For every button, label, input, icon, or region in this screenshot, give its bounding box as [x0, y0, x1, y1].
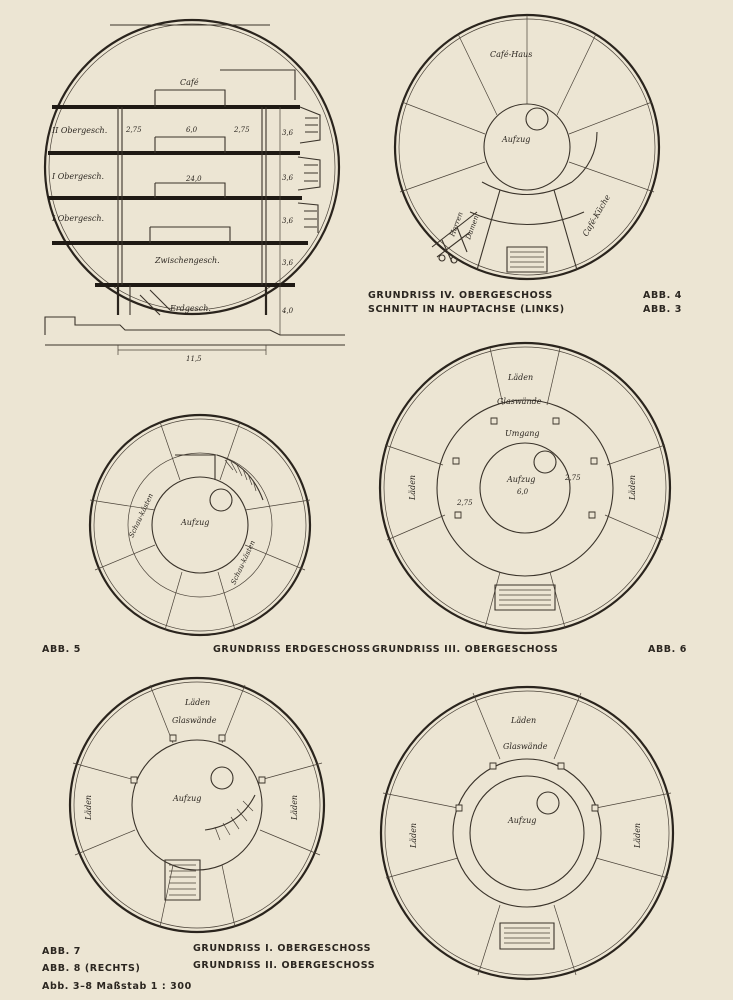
section-floor-label: Zwischengesch.: [155, 256, 220, 265]
plan-iii-label: 2,75: [457, 499, 473, 507]
plan-erd-label: Schau-kästen: [229, 539, 257, 586]
plan-iii-label: Läden: [628, 474, 637, 500]
plan-iii-obergeschoss: [375, 340, 675, 635]
section-dim: 3,6: [282, 259, 294, 267]
section-dim: 3,6: [282, 174, 294, 182]
caption-grundriss-iii: GRUNDRISS III. OBERGESCHOSS: [372, 644, 559, 655]
plan-erd-label: Aufzug: [181, 518, 210, 527]
plan-iv-obergeschoss: [382, 12, 672, 282]
caption-scale: Abb. 3–8 Maßstab 1 : 300: [42, 981, 192, 992]
plan-i-label: Läden: [185, 698, 211, 707]
plan-iii-label: 6,0: [517, 488, 529, 496]
plan-erdgeschoss: [85, 410, 315, 640]
plan-i-label: Läden: [84, 794, 93, 820]
section-cafe-label: Café: [180, 78, 199, 87]
plan-iv-label: Café-Küche: [580, 193, 613, 238]
section-drawing: [40, 15, 350, 363]
section-dim: 4,0: [282, 307, 294, 315]
plan-iv-label: Herren: [448, 210, 465, 238]
section-dim: 24,0: [186, 175, 202, 183]
section-floor-label: I Obergesch.: [52, 214, 105, 223]
caption-abb5: ABB. 5: [42, 644, 81, 655]
section-floor-label: Erdgesch.: [170, 304, 211, 313]
caption-grundriss-i: GRUNDRISS I. OBERGESCHOSS: [193, 943, 372, 954]
plan-i-label: Glaswände: [172, 716, 217, 725]
plan-ii-label: Läden: [633, 822, 642, 848]
caption-grundriss-erd: GRUNDRISS ERDGESCHOSS: [213, 644, 371, 655]
plan-iii-label: Glaswände: [497, 397, 542, 406]
plan-ii-label: Glaswände: [503, 742, 548, 751]
plan-iv-label: Damen: [464, 214, 481, 241]
plan-i-obergeschoss: [65, 675, 330, 935]
caption-grundriss-ii: GRUNDRISS II. OBERGESCHOSS: [193, 960, 376, 971]
section-dim: 11,5: [186, 355, 202, 363]
section-floor-label: I Obergesch.: [52, 172, 105, 181]
caption-abb3: ABB. 3: [643, 304, 682, 315]
plan-i-label: Aufzug: [173, 794, 202, 803]
plan-iii-label: 2,75: [565, 474, 581, 482]
caption-abb8: ABB. 8 (RECHTS): [42, 963, 141, 974]
caption-schnitt: SCHNITT IN HAUPTACHSE (LINKS): [368, 304, 565, 315]
section-floor-label: II Obergesch.: [52, 126, 108, 135]
caption-grundriss-iv: GRUNDRISS IV. OBERGESCHOSS: [368, 290, 553, 301]
section-dim: 2,75: [126, 126, 142, 134]
plan-iii-label: Läden: [508, 373, 534, 382]
plan-iii-label: Umgang: [505, 429, 540, 438]
plan-iv-label: Aufzug: [502, 135, 531, 144]
plan-erd-label: Schau-kästen: [127, 492, 155, 539]
caption-abb6: ABB. 6: [648, 644, 687, 655]
plan-iii-label: Aufzug: [507, 475, 536, 484]
section-dim: 3,6: [282, 129, 294, 137]
plan-ii-label: Aufzug: [508, 816, 537, 825]
plan-iii-label: Läden: [408, 474, 417, 500]
caption-abb4: ABB. 4: [643, 290, 682, 301]
plan-ii-obergeschoss: [378, 683, 676, 983]
section-dim: 2,75: [234, 126, 250, 134]
section-dim: 6,0: [186, 126, 198, 134]
plan-i-label: Läden: [290, 794, 299, 820]
plan-ii-label: Läden: [409, 822, 418, 848]
section-dim: 3,6: [282, 217, 294, 225]
plan-ii-label: Läden: [511, 716, 537, 725]
caption-abb7: ABB. 7: [42, 946, 81, 957]
plan-iv-label: Café-Haus: [490, 50, 533, 59]
